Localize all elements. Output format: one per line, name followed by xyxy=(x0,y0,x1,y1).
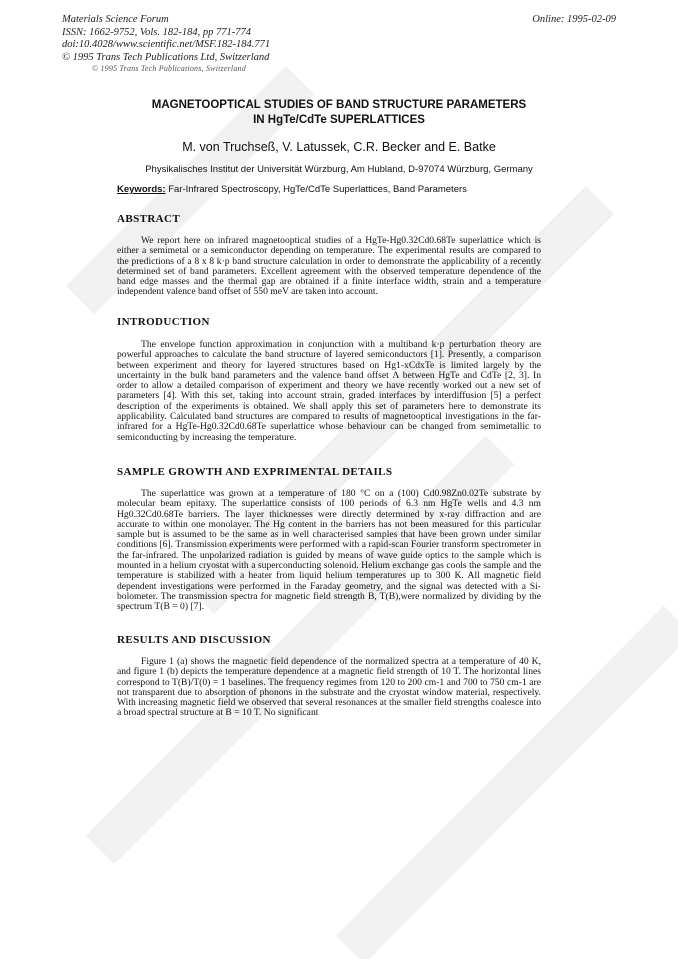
issn-line: ISSN: 1662-9752, Vols. 182-184, pp 771-774 xyxy=(62,26,251,38)
introduction-body xyxy=(117,340,541,443)
abstract-paragraph: We report here on infrared magnetooptical studies of a HgTe-Hg0.32Cd0.68Te superlattice which is either a semimetal or a semiconductor depending on temperature. The experimental results are compared to the predictions of a 8 x 8 k·p band structure calculation in order to demonstrate the applicability of a recently determined set of band parameters. Excellent agreement with the observed temperature dependence of the band edge masses and the thermal gap are obtained if a finite interface width, strain and a temperature independent valence band offset of 550 meV are taken into account. xyxy=(117,235,541,298)
keywords-text: Far-Infrared Spectroscopy, HgTe/CdTe Superlattices, Band Parameters xyxy=(168,184,467,195)
abstract-body xyxy=(117,236,541,298)
introduction-paragraph: The envelope function approximation in conjunction with a multiband k·p perturbation theory are powerful approaches to calculate the band structure of layered semiconductors [1]. Presently, a comparison between experiment and theory for layered structures based on Hg1-xCdxTe is limited largely by the uncertainty in the bulk band parameters and the valence band offset Λ between HgTe and CdTe [2, 3]. In order to allow a detailed comparison of experiment and theory we have recently worked out a new set of parameters [4]. With this set, taking into account strain, graded interfaces by interdiffusion [5] a perfect description of the experiments is obtained. We shall apply this set of parameters here to demonstrate its applicability. Calculated band structures are compared to results of magnetooptical investigations in the far-infrared for a HgTe-Hg0.32Cd0.68Te superlattice whose behaviour can be changed from semimetallic to semiconducting by increasing the temperature. xyxy=(117,339,541,443)
authors: M. von Truchseß, V. Latussek, C.R. Becker and E. Batke xyxy=(182,140,496,154)
old-imprint-line: © 1995 Trans Tech Publications, Switzerland xyxy=(92,64,246,73)
introduction-heading: INTRODUCTION xyxy=(117,316,210,328)
copyright-line: © 1995 Trans Tech Publications Ltd, Switzerland xyxy=(62,51,270,63)
title-line-1: MAGNETOOPTICAL STUDIES OF BAND STRUCTURE PARAMETERS xyxy=(151,99,527,111)
sample-body xyxy=(117,489,541,613)
title-line-2: IN HgTe/CdTe SUPERLATTICES xyxy=(253,114,425,126)
journal-name: Materials Science Forum xyxy=(62,14,169,25)
online-date: Online: 1995-02-09 xyxy=(532,14,616,25)
sample-heading: SAMPLE GROWTH AND EXPRIMENTAL DETAILS xyxy=(117,466,393,478)
results-paragraph: Figure 1 (a) shows the magnetic field dependence of the normalized spectra at a temperature of 40 K, and figure 1 (b) depicts the temperature dependence at a magnetic field strength of 10 T. The horizontal lines correspond to T(B)/T(0) = 1 baselines. The frequency regimes from 120 to 200 cm-1 and 700 to 750 cm-1 are not transparent due to absorption of phonons in the substrate and the cryostat window material, respectively. With increasing magnetic field we observed that several resonances at the smaller field strengths coalesce into a broad spectral structure at B = 10 T. No significant xyxy=(117,656,541,719)
keywords-line xyxy=(117,184,467,195)
results-heading: RESULTS AND DISCUSSION xyxy=(117,634,271,646)
abstract-heading: ABSTRACT xyxy=(117,213,181,225)
affiliation: Physikalisches Institut der Universität Würzburg, Am Hubland, D-97074 Würzburg, Germany xyxy=(145,164,533,175)
results-body xyxy=(117,657,541,719)
paper-title xyxy=(60,98,618,128)
keywords-label: Keywords: xyxy=(117,184,166,195)
publication-header xyxy=(62,14,270,64)
doi-line[interactable]: doi:10.4028/www.scientific.net/MSF.182-184.771 xyxy=(62,39,271,50)
sample-paragraph: The superlattice was grown at a temperature of 180 °C on a (100) Cd0.98Zn0.02Te substrate by molecular beam epitaxy. The superlattice consists of 100 periods of 6.3 nm HgTe wells and 4.3 nm Hg0.32Cd0.68Te barriers. The layer thicknesses were directly determined by x-ray diffraction and are accurate to within one monolayer. The Hg content in the barriers has not been measured for this particular sample but is assumed to be the same as in well characterised samples that have been grown under similar conditions [6]. Transmission experiments were performed with a rapid-scan Fourier transform spectrometer in the far-infrared. The unpolarized radiation is guided by means of wave guide optics to the sample which is mounted in a helium cryostat with a superconducting solenoid. Helium exchange gas cools the sample and the temperature is stabilized with a heater from liquid helium temperatures up to 300 K. All magnetic field dependent investigations were performed in the Faraday geometry, and the signal was detected with a Si-bolometer. The transmission spectra for magnetic field strength B, T(B),were normalized by dividing by the spectrum T(B = 0) [7]. xyxy=(117,488,541,613)
